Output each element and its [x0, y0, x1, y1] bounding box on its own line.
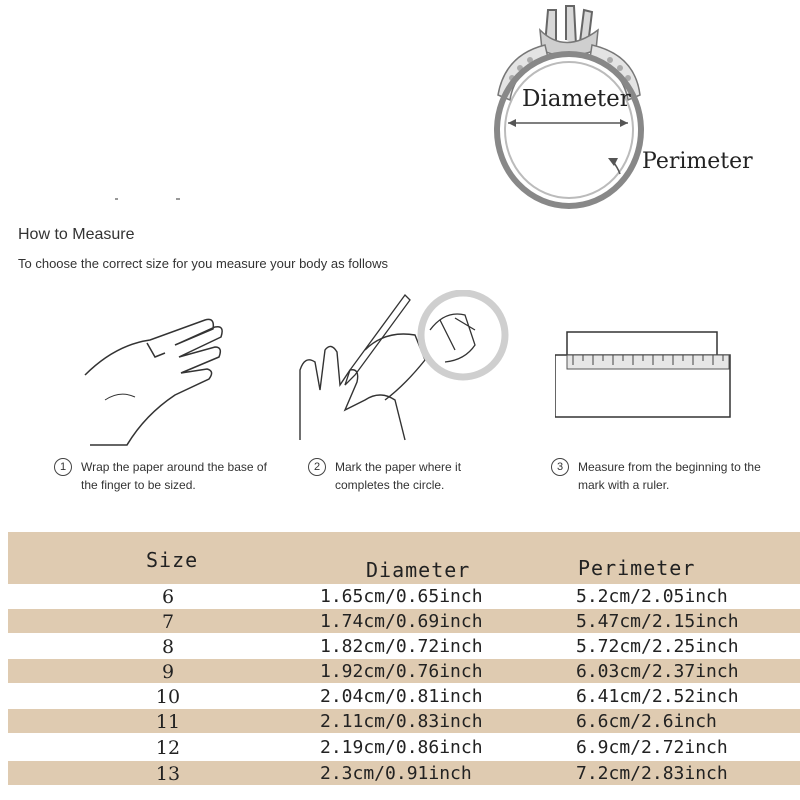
hand-illustration — [75, 305, 235, 455]
perimeter-cell: 6.6cm/2.6inch — [576, 711, 717, 732]
table-row — [8, 634, 800, 658]
table-row — [8, 609, 800, 633]
size-table — [8, 532, 800, 800]
table-header — [8, 532, 800, 584]
perimeter-cell: 7.2cm/2.83inch — [576, 763, 728, 784]
table-row — [8, 684, 800, 708]
size-cell: 9 — [161, 661, 175, 683]
size-cell: 8 — [161, 636, 175, 658]
size-cell: 6 — [161, 586, 175, 608]
size-cell: 11 — [155, 711, 181, 733]
size-cell: 13 — [155, 763, 181, 785]
ring-diagram — [0, 0, 800, 215]
perimeter-cell: 6.9cm/2.72inch — [576, 737, 728, 758]
diameter-cell: 2.04cm/0.81inch — [320, 686, 483, 707]
diameter-cell: 1.65cm/0.65inch — [320, 586, 483, 607]
table-row — [8, 735, 800, 759]
size-cell: 10 — [155, 686, 181, 708]
diameter-cell: 2.11cm/0.83inch — [320, 711, 483, 732]
step-text: Wrap the paper around the base of the finger to be sized. — [81, 460, 267, 492]
marking-illustration — [295, 290, 510, 455]
perimeter-cell: 5.72cm/2.25inch — [576, 636, 739, 657]
diameter-cell: 2.19cm/0.86inch — [320, 737, 483, 758]
size-cell: 7 — [161, 611, 175, 633]
step-text: Measure from the beginning to the mark with a ruler. — [578, 460, 761, 492]
diameter-label: Diameter — [522, 86, 631, 112]
ring-illustration — [0, 0, 800, 215]
table-row — [8, 584, 800, 608]
diameter-cell: 2.3cm/0.91inch — [320, 763, 472, 784]
ruler-illustration — [555, 330, 735, 420]
perimeter-cell: 5.47cm/2.15inch — [576, 611, 739, 632]
section-title: How to Measure — [18, 226, 135, 243]
header-perimeter: Perimeter — [578, 556, 696, 580]
table-row — [8, 709, 800, 733]
section-subtitle: To choose the correct size for you measure your body as follows — [18, 256, 388, 271]
perimeter-cell: 6.41cm/2.52inch — [576, 686, 739, 707]
step-number: 3 — [551, 458, 569, 476]
perimeter-label: Perimeter — [642, 149, 753, 174]
diameter-cell: 1.82cm/0.72inch — [320, 636, 483, 657]
step-number: 2 — [308, 458, 326, 476]
perimeter-cell: 5.2cm/2.05inch — [576, 586, 728, 607]
table-row — [8, 761, 800, 785]
diameter-cell: 1.92cm/0.76inch — [320, 661, 483, 682]
diameter-cell: 1.74cm/0.69inch — [320, 611, 483, 632]
header-diameter: Diameter — [366, 558, 471, 582]
size-cell: 12 — [155, 737, 181, 759]
step-number: 1 — [54, 458, 72, 476]
table-row — [8, 659, 800, 683]
step-text: Mark the paper where it completes the circle. — [335, 460, 462, 492]
header-size: Size — [146, 548, 199, 572]
perimeter-cell: 6.03cm/2.37inch — [576, 661, 739, 682]
